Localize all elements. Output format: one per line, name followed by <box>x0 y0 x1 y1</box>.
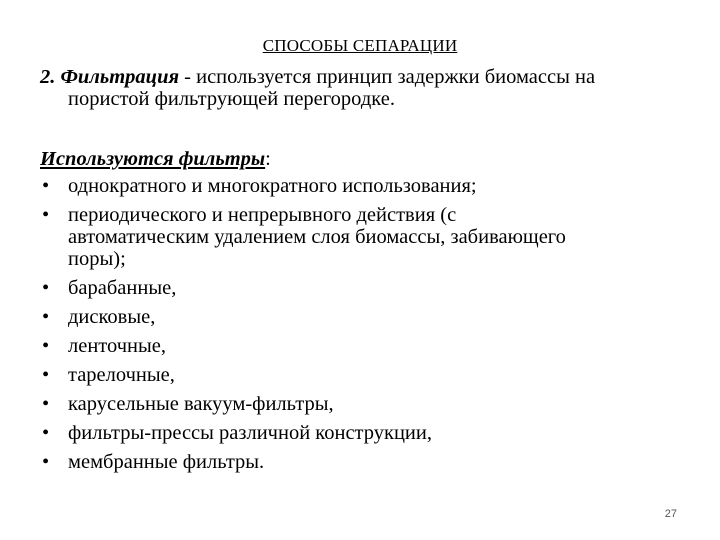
bullet-icon: • <box>42 277 50 299</box>
list-item-text: поры); <box>68 248 126 270</box>
page-number: 27 <box>664 508 677 520</box>
list-item-text: автоматическим удалением слоя биомассы, забивающего <box>68 226 566 248</box>
filter-list <box>40 175 700 480</box>
list-item-text: периодического и непрерывного действия (с <box>68 204 457 226</box>
filters-heading-colon: : <box>265 148 271 170</box>
list-item-text: однократного и многократного использования; <box>68 175 477 197</box>
list-item <box>40 277 700 299</box>
intro-lead: 2. Фильтрация <box>40 66 180 88</box>
filters-heading-text: Используются фильтры <box>40 148 266 170</box>
list-item-text: ленточные, <box>68 335 166 357</box>
bullet-icon: • <box>42 451 50 473</box>
filters-heading <box>40 148 700 170</box>
list-item-text: тарелочные, <box>68 364 175 386</box>
list-item-text: дисковые, <box>68 306 156 328</box>
intro-paragraph <box>40 66 700 110</box>
intro-text-line1: - используется принцип задержки биомассы на <box>179 66 596 88</box>
list-item-text: барабанные, <box>68 277 177 299</box>
list-item-text: фильтры-прессы различной конструкции, <box>68 422 432 444</box>
bullet-icon: • <box>42 364 50 386</box>
bullet-icon: • <box>42 306 50 328</box>
list-item-text: мембранные фильтры. <box>68 451 265 473</box>
intro-text-line2: пористой фильтрующей перегородке. <box>68 88 395 110</box>
bullet-icon: • <box>42 335 50 357</box>
list-item <box>40 364 700 386</box>
bullet-icon: • <box>42 422 50 444</box>
list-item <box>40 335 700 357</box>
list-item <box>40 204 700 270</box>
slide-title: СПОСОБЫ СЕПАРАЦИИ <box>262 36 458 55</box>
list-item-text: карусельные вакуум-фильтры, <box>68 393 334 415</box>
list-item <box>40 306 700 328</box>
list-item <box>40 175 700 197</box>
list-item <box>40 422 700 444</box>
bullet-icon: • <box>42 393 50 415</box>
bullet-icon: • <box>42 204 50 226</box>
bullet-icon: • <box>42 175 50 197</box>
list-item <box>40 393 700 415</box>
list-item <box>40 451 700 473</box>
